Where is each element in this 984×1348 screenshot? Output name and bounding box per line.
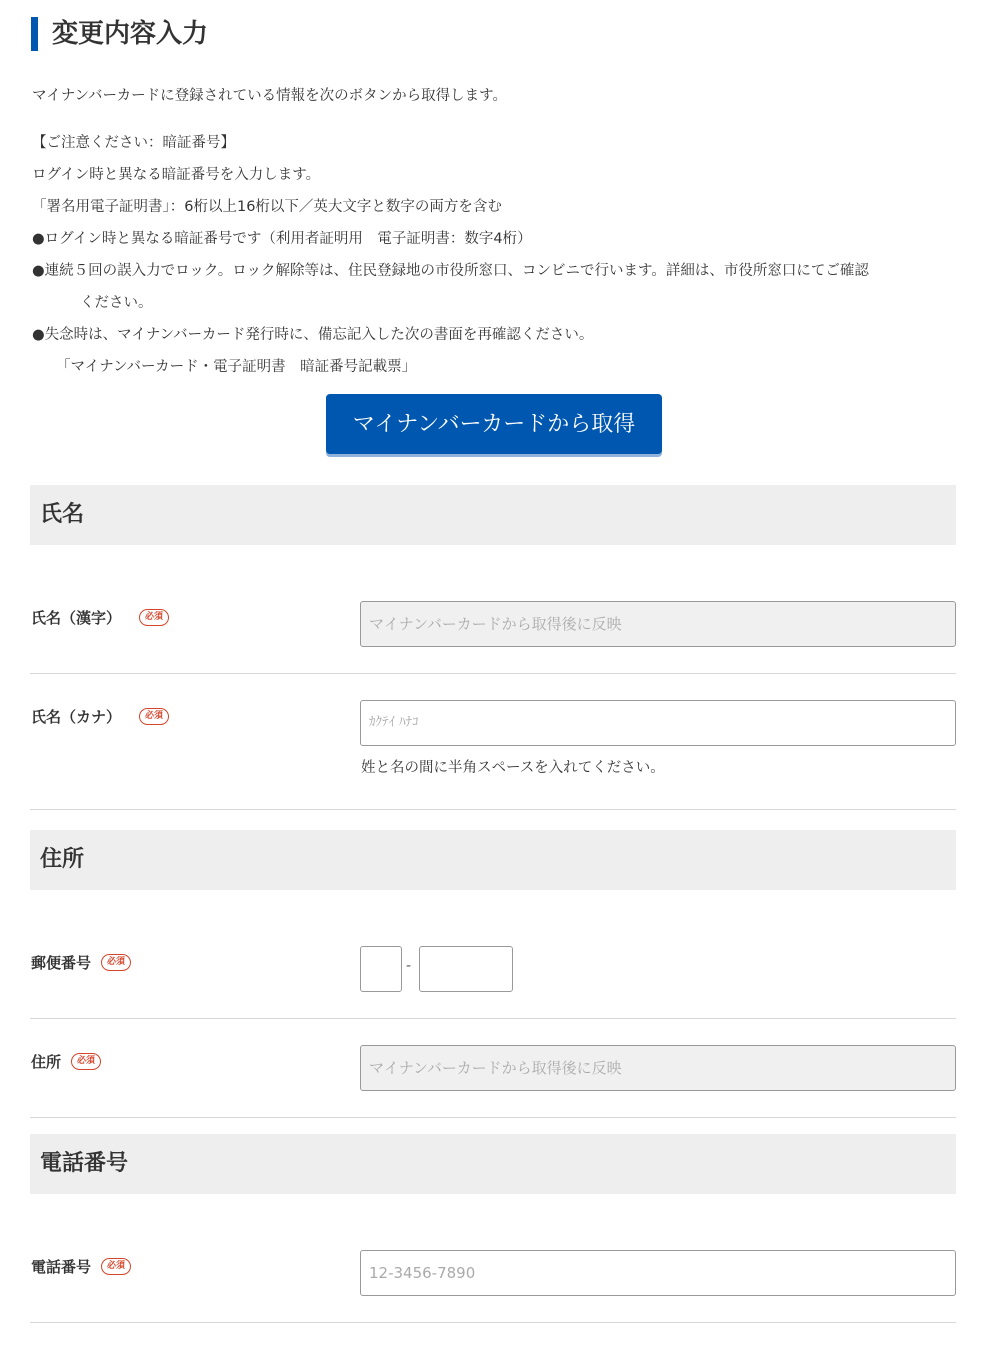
caution-bullet-2-cont: ください。 bbox=[80, 295, 153, 311]
required-badge: 必須 bbox=[101, 954, 131, 971]
zip-first-input[interactable] bbox=[360, 946, 402, 992]
caution-bullet-3: ●失念時は、マイナンバーカード発行時に、備忘記入した次の書面を再確認ください。 bbox=[32, 327, 594, 343]
caution-bullet-1: ●ログイン時と異なる暗証番号です（利用者証明用 電子証明書：数字4桁） bbox=[32, 231, 532, 247]
section-heading-name: 氏名 bbox=[30, 485, 956, 545]
caution-bullet-3-cont: 「マイナンバーカード・電子証明書 暗証番号記載票」 bbox=[56, 359, 417, 375]
section-heading-address: 住所 bbox=[30, 830, 956, 890]
field-label-name-kanji bbox=[31, 606, 169, 628]
caution-line-2: 「署名用電子証明書」：6桁以上16桁以下／英大文字と数字の両方を含む bbox=[32, 199, 502, 215]
divider bbox=[30, 1322, 956, 1323]
caution-bullet-2: ●連続５回の誤入力でロック。ロック解除等は、住民登録地の市役所窓口、コンビニで行います。詳細は、市役所窓口にてご確認 bbox=[32, 263, 869, 279]
required-badge: 必須 bbox=[139, 609, 169, 626]
zip-second-input[interactable] bbox=[419, 946, 513, 992]
address-input[interactable]: マイナンバーカードから取得後に反映 bbox=[360, 1045, 956, 1091]
caution-line-1: ログイン時と異なる暗証番号を入力します。 bbox=[32, 167, 321, 183]
field-label-name-kana bbox=[31, 705, 169, 727]
name-kanji-input[interactable]: マイナンバーカードから取得後に反映 bbox=[360, 601, 956, 647]
phone-input[interactable]: 12-3456-7890 bbox=[360, 1250, 956, 1296]
name-kana-hint: 姓と名の間に半角スペースを入れてください。 bbox=[361, 760, 665, 776]
section-heading-phone: 電話番号 bbox=[30, 1134, 956, 1194]
name-kanji-label-text: 氏名（漢字） bbox=[31, 608, 122, 627]
name-kana-input[interactable]: ｶｸﾃｲ ﾊﾅｺ bbox=[360, 700, 956, 746]
required-badge: 必須 bbox=[71, 1053, 101, 1070]
divider bbox=[30, 1018, 956, 1019]
fetch-from-mynumber-button[interactable]: マイナンバーカードから取得 bbox=[326, 394, 662, 454]
field-label-phone bbox=[31, 1255, 131, 1277]
name-kana-label-text: 氏名（カナ） bbox=[31, 707, 122, 726]
intro-text: マイナンバーカードに登録されている情報を次のボタンから取得します。 bbox=[32, 88, 508, 104]
phone-label-text: 電話番号 bbox=[31, 1257, 92, 1276]
divider bbox=[30, 673, 956, 674]
zip-separator: - bbox=[406, 958, 412, 974]
field-label-address bbox=[31, 1050, 101, 1072]
divider bbox=[30, 809, 956, 810]
field-label-zip bbox=[31, 951, 131, 973]
required-badge: 必須 bbox=[139, 708, 169, 725]
required-badge: 必須 bbox=[101, 1258, 131, 1275]
page-title: 変更内容入力 bbox=[31, 17, 208, 51]
zip-label-text: 郵便番号 bbox=[31, 953, 92, 972]
address-label-text: 住所 bbox=[31, 1052, 62, 1071]
caution-heading: 【ご注意ください：暗証番号】 bbox=[32, 135, 235, 151]
divider bbox=[30, 1117, 956, 1118]
